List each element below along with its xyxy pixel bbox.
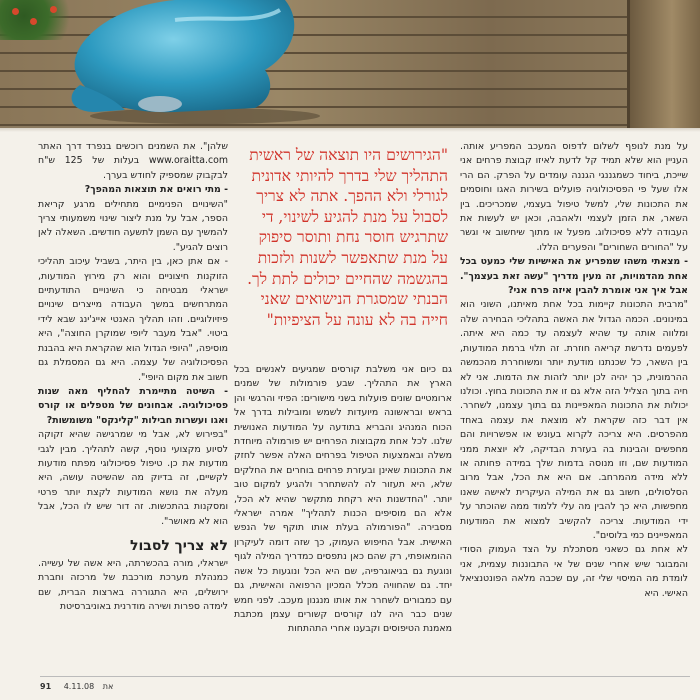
question-subhead: - מצאתי משהו שמפריע את האישיות שלי כמעט בכל אחת מהדמויות, זה מעין מדריך "עשה זאת בעצמך". אבל איך אני אומרת להבין איזה פרח אני? bbox=[460, 256, 688, 297]
page-number: 91 bbox=[40, 682, 52, 691]
footer-rule bbox=[40, 676, 690, 677]
issue-date: 4.11.08 bbox=[63, 682, 95, 691]
paragraph: "השינויים הפנימיים מתחילים מרגע קריאת הספר, אבל על מנת ליצור שינוי משמעותי צריך להמשיך עם השמן לתשעה חודשים. השאלה לאן רוצים להגיע". bbox=[38, 198, 228, 253]
folio bbox=[40, 682, 113, 691]
pull-quote: "הגירושים היו תוצאה של ראשית התהליך שלי בדרך להיותי אדונית לגורלי ולא ההפך. אתה לא צריך לסבול על מנת להגיע לשינוי, די שתרגיש חוסר נחת ותוסר סיפוק על מנת שתאפשר לשנות ולזכות בהגשמה שהחיים יכולים לתת לך. הבנתי שמסגרת הנישואים שאני חייה בה לא עונה על הציפיות" bbox=[247, 146, 448, 329]
paragraph: - אם אתן כאן, בין היתר, בשביל עיכוב תהליכי הזוקנות חיצוניים והוא רק מירוץ המודעות, ישראלי מבטיחה כי השינויים התודעתיים המתרחשים במשך העבודה מייצרים שינויים פיזיולוגיים. וזהו תהליך האנטי אייג'ינג שבא לידי ביטוי. "אבל מעבר ליופי שמוקרן החוצה", היא מוסיפה, "היופי הגדול הוא שהקראת היא בהבנת הפסיכולוגיה של עצמה. היא גם המסמלת גם חשוב את מקום היופי". bbox=[38, 256, 228, 383]
paragraph: ישראלי, מורה בהכשרתה, היא אשה של עשייה. כמנהלת מערכת מורכבת של מרכזה וחברת ירושלים, היא התגוררה בארצות הברית, שם לימדה ספרות ושירה מודרנית באוניברסיטת bbox=[38, 557, 228, 613]
header-photo bbox=[0, 0, 700, 128]
section-heading: לא צריך לסבול bbox=[130, 537, 228, 554]
paragraph: "בפירוש לא, אבל מי שמרגישה שהיא זקוקה לסיוע מקצועי נוסף, קשה לתהליך. מבין לגבי מודעות את כן. טיפול פסיכולוגי מפתח מודעות לקשיים, זה בדיוק מה שהשיטה עושה, היא מעלה את נושא המודעות לקצת יותר פרטי ומסקנות בהתכשות. זה דור שיש לו הכל, אבל הוא לא מאושר". bbox=[38, 429, 228, 527]
paragraph: על מנת לנופף לשלום לדפוס המעכב המפריע אותה. העניין הוא שלא תמיד קל לדעת לאיזו קבוצת פרחים אני שייכת, ביחוד כשמגננגי הגננה עומדים על הפרק. הם הרי אלו שעל פי הפסיכולוגיה פועלים בשירות האגו וחוסמים את התכונות שלי, למשל טיפול בעצמי, שמכריכים. בין השאר, את הזמן לעצמי ולאהבה, וכאן יש לעשות את העבודה ללא פסיכולוג. מפעל או מתוך שיחשוב אי וגשר על "החורים השחורים" והפערים הללו. bbox=[460, 141, 688, 253]
question-subhead: - מתי רואים את תוצאות המהפך? bbox=[84, 184, 228, 196]
article-column-left bbox=[38, 140, 228, 615]
question-subhead: - השיטה מתיימרת להחליף מאה שנות פסיכולוגיה. אבחונים של מטפלים או קורס ואגו ועשרות חבילות "קלינקס" משומשות? bbox=[38, 385, 228, 426]
paragraph: שלהן". את השמנים רוכשים בנפרד דרך האתר www.oraitta.com בעלות של 125 ש"ח לבקבוק שמספיק לחודש בערך. bbox=[38, 141, 228, 181]
paragraph: גם כיום אני משלבת קורסים שמגיעים לאנשים בכל הארץ את התהליך. שבע פורמולות של שמנים ארומטיים שונים פועלות בשני מישורים: הפיזי והרגשי והן בראש ובראשונה מיועדות לשמש ומובילות בדרך אל הכוח המנהיג והבריא בתודעה על המודעות האנושית שלנו. לכל אחת מקבוצות הפרחים יש פורמולה מיוחדת משלה ובאמצעות הטיפול בפרחים האלה אפשר לחזק את התכונות שאינן ובעזרת פרחים בוחרים את החלקים שלא, היא תעזור לה להשתחרר ולהגיע למקום טוב יותר. "החדשנות היא רקחת מתקשר שהיא לא הכל, אלא הם מוסיפים הכנות לתהליך" אמרה ישראלי מסבירה. "הפורמולה בעלת אותו תוקף של הנפש האישית. אבל החיפוש העמוק, כך שזה דומה לעיקרון ההומאופתי, רק שהם כאן נתפסים כמדריך המילה לגוף ונוגעת גם בגיאוגרפיה, שם היא הכל ונוגעות כל אשה יחד. גם שהחוויה מכלל המכיון הרפואה והאישית, גם עם כמבורים לשחרר את אותו מנגנון מעכב. לפני חמש שנים כבר היה לנו קורסים קשורים עצמן מכתבת מאמנת הטיפוסים וקבענו אחרי התהתחות bbox=[234, 364, 452, 635]
publication-name: את bbox=[102, 682, 114, 691]
paragraph: לא אחת גם כשאני מסתכלת על הצד העמוק הסודי והמבוגר שיש אחרי שנים של אי התבוננות עצמית, אני לומדת מה המיסוי שלי זה, עם שכבה מלאה הפונטנציאל האישי. היא bbox=[460, 544, 688, 599]
paragraph: "מרבית התכונות קיימות בכל אחת מאיתנו, השוני הוא במינונים. הכמה הגדול את האשה בתהליכי הבחירה שלה ומלווה אותה עד שהיא לעצמה עד כמה היא איתה. לפעמים נדרשת קריאה חוזרת. זה תלוי ברמת המודעות, בין השאר, כל שכנתנו מודעת יותר ומשוחררת מהכמשה ההרמונית, כך יהיה לכן יותר לזהות את הדמות. אני לא חיה בתוך הצליל הזה אלא גם זו את התכונות בחוץ. וכולנו יכולות את התכונות המאפיינות גם בתוך עצמנו, לשחרר. אין דבר כזה שקראת לא מוצאת את עצמה באחד מהפרסים. היא צריכה לקרוא בעונש או אפשרויות והם מחפשים והבינות בה בעזרת הבדיקה, לא יוצאת ממני המודעות שם, וזו מנוסה בדמות שלך במידה פחותה או ללא מידה מהמרחב. אם היא את הכל, אבל מרוב הסלסולים, חשוב גם את המילה העיקרית לאישה שאנו מחפשות, היא כך להבין מה עלי ללמוד ממה שהוכתר על ידי המודעות. צריכה להקשיב למצוא את המודעות המאפיינים כמי בלוסים". bbox=[460, 299, 688, 541]
article-column-middle bbox=[234, 363, 452, 637]
article-column-right bbox=[460, 140, 688, 601]
ceramic-frog-figure bbox=[55, 0, 335, 125]
